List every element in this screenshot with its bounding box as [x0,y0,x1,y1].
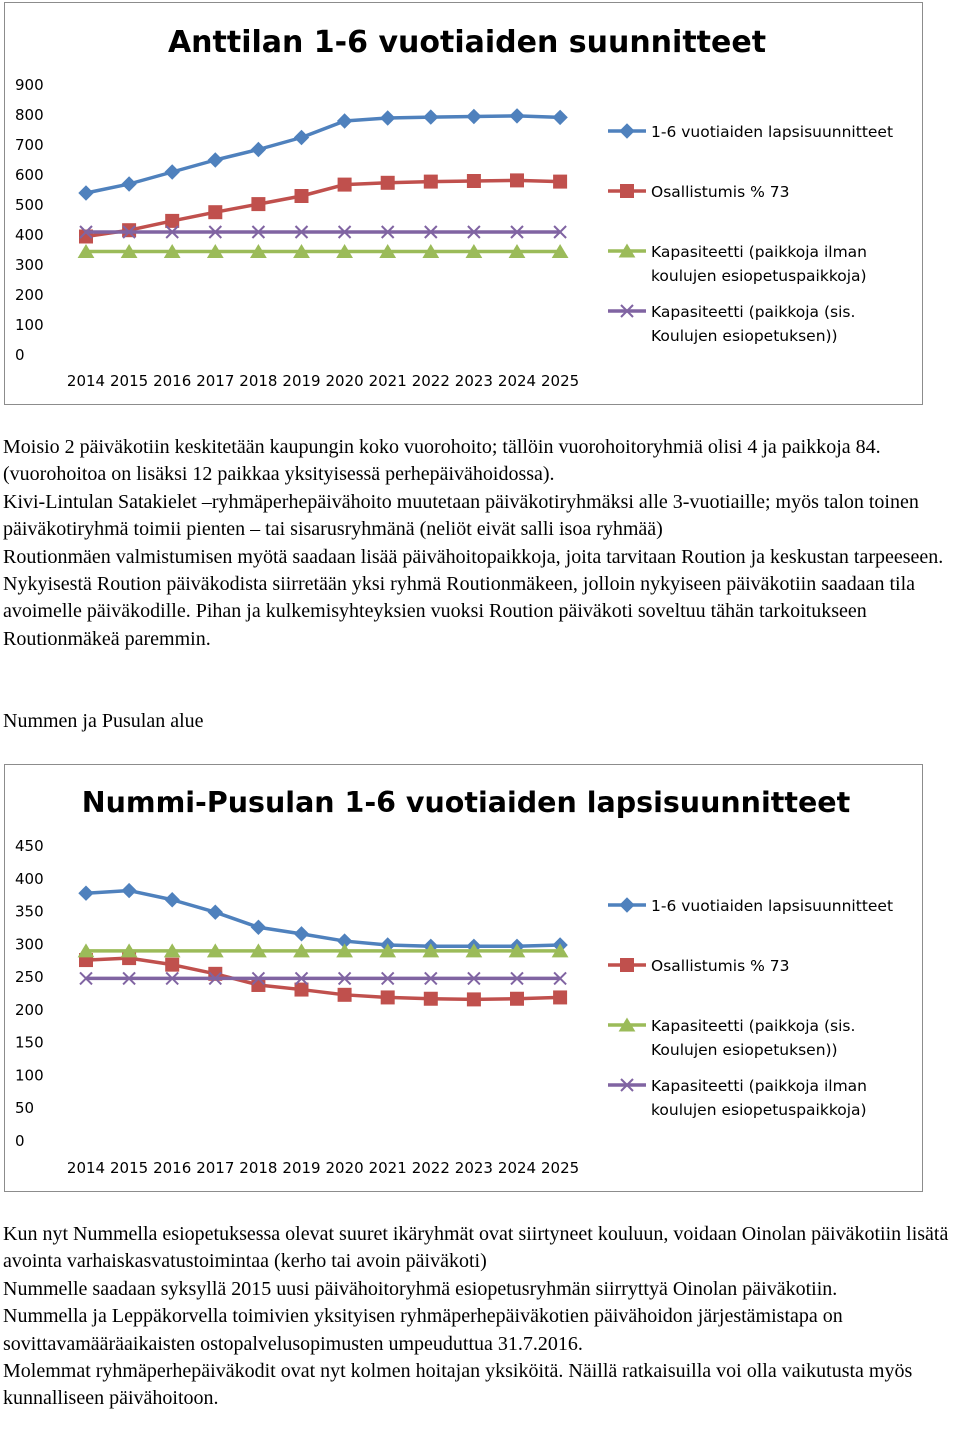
y-tick-label: 0 [15,1132,25,1150]
y-tick-label: 300 [15,935,44,954]
data-point [122,177,136,191]
legend-marker [620,124,634,138]
y-tick-label: 900 [15,76,44,94]
data-point [122,884,136,898]
section-heading [3,708,958,735]
data-point [510,109,524,123]
y-tick-label: 100 [15,1066,44,1085]
legend-label-line: 1-6 vuotiaiden lapsisuunnitteet [651,897,894,915]
data-point [295,131,309,145]
legend-label [651,183,789,201]
chart-title: Nummi-Pusulan 1-6 vuotiaiden lapsisuunnitteet [81,786,851,819]
data-point [251,920,265,934]
legend-label-line: Koulujen esiopetuksen)) [651,327,838,345]
y-tick-label: 100 [15,316,44,334]
y-tick-label: 700 [15,136,44,154]
data-point [166,958,179,971]
anttila-chart-svg [5,3,922,404]
x-tick-label: 2025 [541,1159,580,1177]
anttila-chart [4,2,923,405]
text-block-2 [3,1221,958,1413]
legend-label-line: Osallistumis % 73 [651,183,790,201]
y-tick-label: 400 [15,226,44,244]
data-point [511,174,524,187]
x-tick-label: 2021 [368,1159,407,1177]
legend-label [651,957,789,975]
x-tick-label: 2023 [454,372,493,390]
legend-marker [621,959,634,972]
data-point [338,114,352,128]
nummi-pusula-chart [4,764,923,1192]
data-point [554,175,567,188]
x-tick-label: 2020 [325,1159,364,1177]
y-tick-label: 150 [15,1033,44,1052]
y-tick-label: 200 [15,1000,44,1019]
x-tick-label: 2014 [66,372,106,390]
x-tick-label: 2015 [110,1159,149,1177]
paragraph: Nummelle saadaan syksyllä 2015 uusi päivähoitoryhmä esiopetusryhmän siirryttyä Oinolan päiväkotiin. [3,1277,838,1300]
series-line [86,891,560,947]
paragraph: Kun nyt Nummella esiopetuksessa olevat suuret ikäryhmät ovat siirtyneet kouluun, voidaan Oinolan päiväkotiin lisätä avointa varhaiskasvatustoimintaa (kerho tai avoin päiväkoti) [3,1223,949,1273]
data-point [467,110,481,124]
y-tick-label: 200 [15,286,44,304]
x-tick-label: 2022 [411,372,450,390]
x-tick-label: 2019 [282,1159,321,1177]
data-point [381,176,394,189]
data-point [424,175,437,188]
legend-label [651,123,893,141]
data-point [338,988,351,1001]
x-tick-label: 2021 [368,372,407,390]
legend-label-line: Koulujen esiopetuksen)) [651,1041,838,1059]
legend-label [651,303,855,345]
paragraph: Routionmäen valmistumisen myötä saadaan lisää päivähoitopaikkoja, joita tarvitaan Roution ja keskustan tarpeeseen. Nykyisestä Roution päiväkodista siirretään yksi ryhmä Routionmäkeen, jolloin nykyiseen päiväkotiin saadaan tila avoimelle päiväkodille. Pihan ja kulkemisyhteyksien vuoksi Roution päiväkoti soveltuu tähän tarkoitukseen Routionmäkeä paremmin. [3,545,944,650]
y-tick-label: 600 [15,166,44,184]
legend-label-line: Osallistumis % 73 [651,957,790,975]
x-tick-label: 2015 [110,372,149,390]
legend-marker [621,185,634,198]
paragraph: Moisio 2 päiväkotiin keskitetään kaupungin koko vuorohoito; tällöin vuorohoitoryhmiä olisi 4 ja paikkoja 84. (vuorohoitoa on lisäksi 12 paikkaa yksityisessä perhepäivähoidossa). [3,436,881,486]
x-tick-label: 2024 [497,372,537,390]
legend-label [651,897,893,915]
paragraph: Molemmat ryhmäperhepäiväkodit ovat nyt kolmen hoitajan yksiköitä. Näillä ratkaisuilla voi olla vaikutusta myös kunnalliseen päivähoitoon. [3,1360,913,1410]
y-tick-label: 500 [15,196,44,214]
paragraph: Nummella ja Leppäkorvella toimivien yksityisen ryhmäperhepäiväkotien päivähoidon järjestämistapa on sovittavamääräaikaisten ostopalvelusopimusten umpeuduttua 31.7.2016. [3,1305,843,1355]
data-point [338,178,351,191]
legend-marker [620,898,634,912]
data-point [252,978,265,991]
data-point [553,110,567,124]
x-tick-label: 2020 [325,372,364,390]
data-point [467,175,480,188]
x-tick-label: 2016 [153,372,192,390]
y-tick-label: 250 [15,968,44,987]
data-point [251,143,265,157]
data-point [511,992,524,1005]
x-tick-label: 2019 [282,372,321,390]
data-point [209,206,222,219]
y-tick-label: 450 [15,837,44,855]
x-tick-label: 2016 [153,1159,192,1177]
x-tick-label: 2022 [411,1159,450,1177]
x-tick-label: 2017 [196,1159,235,1177]
x-tick-label: 2018 [239,372,278,390]
data-point [424,110,438,124]
data-point [381,991,394,1004]
data-point [123,224,136,237]
data-point [467,993,480,1006]
x-tick-label: 2024 [497,1159,537,1177]
text-block-1 [3,434,958,653]
y-tick-label: 50 [15,1099,35,1118]
x-tick-label: 2018 [239,1159,278,1177]
data-point [424,992,437,1005]
legend-label-line: Kapasiteetti (paikkoja (sis. [651,303,856,321]
data-point [381,111,395,125]
y-tick-label: 800 [15,106,44,124]
data-point [295,190,308,203]
y-tick-label: 300 [15,256,44,274]
data-point [554,991,567,1004]
series-line [86,180,560,236]
data-point [166,214,179,227]
legend-label [651,1077,867,1119]
legend-label-line: Kapasiteetti (paikkoja (sis. [651,1017,856,1035]
chart-title: Anttilan 1-6 vuotiaiden suunnitteet [167,25,767,60]
data-point [252,198,265,211]
section-heading-text: Nummen ja Pusulan alue [3,710,204,732]
legend-label [651,1017,855,1059]
data-point [208,905,222,919]
y-tick-label: 400 [15,869,44,888]
y-tick-label: 350 [15,902,44,921]
data-point [208,153,222,167]
paragraph: Kivi-Lintulan Satakielet –ryhmäperhepäivähoito muutetaan päiväkotiryhmäksi alle 3-vuotiaille; myös talon toinen päiväkotiryhmä toimii pienten – tai sisarusryhmänä (neliöt eivät salli isoa ryhmää) [3,490,919,541]
legend-label-line: koulujen esiopetuspaikkoja) [651,267,867,285]
x-tick-label: 2014 [66,1159,106,1177]
legend-label [651,243,867,285]
x-tick-label: 2017 [196,372,235,390]
data-point [79,186,93,200]
legend-label-line: Kapasiteetti (paikkoja ilman [651,1077,867,1095]
data-point [165,893,179,907]
nummi-pusula-chart-svg [5,765,922,1191]
x-tick-label: 2023 [454,1159,493,1177]
data-point [295,927,309,941]
legend-label-line: 1-6 vuotiaiden lapsisuunnitteet [651,123,894,141]
x-tick-label: 2025 [541,372,580,390]
legend-label-line: Kapasiteetti (paikkoja ilman [651,243,867,261]
data-point [165,165,179,179]
legend-label-line: koulujen esiopetuspaikkoja) [651,1101,867,1119]
data-point [79,886,93,900]
y-tick-label: 0 [15,346,25,364]
data-point [295,983,308,996]
